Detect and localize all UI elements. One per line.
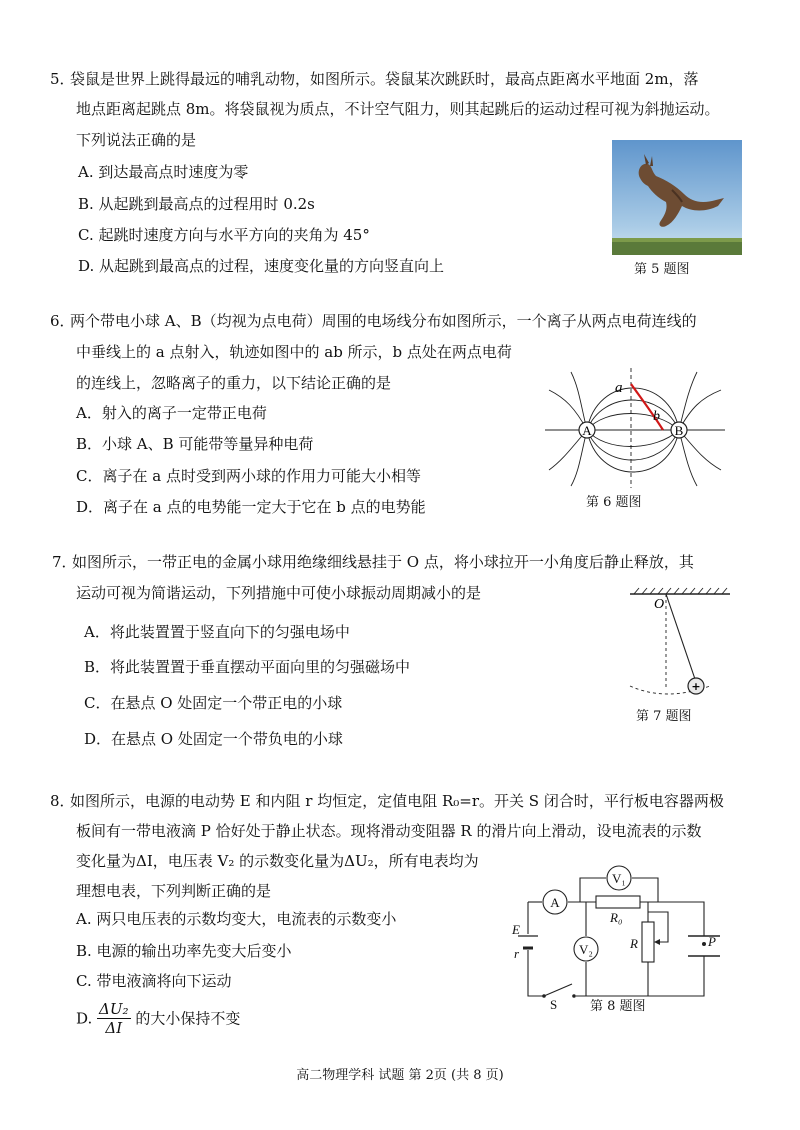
switch-label: S (550, 997, 558, 1012)
q7-stem-line-2: 运动可视为简谐运动，下列措施中可使小球振动周期减小的是 (76, 584, 482, 602)
q5-stem-1-text: 袋鼠是世界上跳得最远的哺乳动物，如图所示。袋鼠某次跳跃时，最高点距离水平地面 2m，落 (70, 70, 699, 88)
q8-option-c: C. 带电液滴将向下运动 (76, 972, 232, 990)
rheostat-label: R (630, 936, 638, 951)
q8-stem-line-3: 变化量为ΔI，电压表 V₂ 的示数变化量为ΔU₂，所有电表均为 (76, 852, 479, 870)
q5-option-c: C. 起跳时速度方向与水平方向的夹角为 45° (78, 226, 370, 244)
ball-charge-label: + (691, 680, 701, 693)
q8-option-a: A. 两只电压表的示数均变大，电流表的示数变小 (76, 910, 397, 928)
q8-option-d (76, 1000, 240, 1037)
q5-stem-line-1 (50, 64, 699, 95)
string (666, 594, 696, 682)
charge-a-label: A (582, 423, 592, 438)
kangaroo-photo (612, 140, 742, 255)
q8-stem-line-4: 理想电表，下列判断正确的是 (76, 882, 272, 900)
q7-option-c: C．在悬点 O 处固定一个带正电的小球 (84, 694, 343, 712)
q8-option-b: B. 电源的输出功率先变大后变小 (76, 942, 292, 960)
internal-r-label: r (514, 946, 520, 961)
q6-stem-line-3: 的连线上，忽略离子的重力，以下结论正确的是 (76, 374, 392, 392)
q6-stem-line-1 (50, 306, 697, 337)
q7-option-d: D．在悬点 O 处固定一个带负电的小球 (84, 730, 343, 748)
q5-stem-line-2: 地点距离起跳点 8m。将袋鼠视为质点，不计空气阻力，则其起跳后的运动过程可视为斜抛运动。 (76, 100, 720, 118)
pendulum-diagram (626, 586, 736, 702)
q6-figure-caption: 第 6 题图 (586, 495, 642, 510)
r0-label: R₀ (610, 910, 623, 925)
q6-number: 6． (50, 312, 75, 330)
q8-stem-1-text: 如图所示，电源的电动势 E 和内阻 r 均恒定，定值电阻 R₀=r。开关 S 闭合时，平行板电容器两极 (70, 792, 724, 810)
q8-fraction-numerator: ΔU₂ (99, 1000, 129, 1018)
q8-stem-line-2: 板间有一带电液滴 P 恰好处于静止状态。现将滑动变阻器 R 的滑片向上滑动，设电流表的示数 (76, 822, 702, 840)
droplet-p (702, 942, 706, 946)
slider-arrowhead (654, 939, 660, 945)
q5-stem-line-3: 下列说法正确的是 (76, 131, 197, 149)
q7-option-b: B．将此装置置于垂直摆动平面向里的匀强磁场中 (84, 658, 411, 676)
point-a-label: a (615, 380, 623, 396)
q8-stem-line-1 (50, 786, 724, 817)
q5-option-a: A. 到达最高点时速度为零 (78, 163, 249, 181)
q8-option-d-suffix: 的大小保持不变 (135, 1009, 241, 1028)
q6-option-a: A．射入的离子一定带正电荷 (76, 404, 267, 422)
q8-number: 8． (50, 792, 75, 810)
ammeter-label: A (550, 895, 560, 910)
electric-field-diagram (545, 368, 725, 488)
q8-option-d-fraction (97, 1000, 131, 1037)
q5-option-d: D. 从起跳到最高点的过程，速度变化量的方向竖直向上 (78, 257, 445, 275)
q5-number: 5． (50, 70, 75, 88)
circuit-diagram (508, 856, 740, 1012)
voltmeter-v1-label: V₁ (612, 871, 626, 886)
point-b-label: b (653, 409, 660, 424)
q5-option-b: B. 从起跳到最高点的过程用时 0.2s (78, 195, 315, 213)
emf-label: E (512, 922, 520, 937)
q7-option-a: A．将此装置置于竖直向下的匀强电场中 (84, 623, 350, 641)
pivot-o-label: O (654, 597, 665, 612)
droplet-p-label: P (708, 934, 716, 949)
q6-option-c: C．离子在 a 点时受到两小球的作用力可能大小相等 (76, 467, 421, 485)
q7-stem-line-1 (52, 547, 694, 578)
page-footer: 高二物理学科 试题 第 2页 (共 8 页) (296, 1068, 504, 1083)
q8-figure-caption: 第 8 题图 (590, 999, 646, 1014)
q6-stem-1-text: 两个带电小球 A、B（均视为点电荷）周围的电场线分布如图所示，一个离子从两点电荷连线的 (70, 312, 697, 330)
q7-figure-caption: 第 7 题图 (636, 709, 692, 724)
q7-stem-1-text: 如图所示，一带正电的金属小球用绝缘细线悬挂于 O 点，将小球拉开一小角度后静止释放，其 (72, 553, 694, 571)
q8-fraction-denominator: ΔI (105, 1019, 123, 1037)
q6-option-d: D．离子在 a 点的电势能一定大于它在 b 点的电势能 (76, 498, 426, 516)
q8-option-d-prefix: D. (76, 1009, 93, 1028)
voltmeter-v2-label: V₂ (579, 942, 593, 957)
q6-option-b: B．小球 A、B 可能带等量异种电荷 (76, 435, 314, 453)
q7-number: 7． (52, 553, 77, 571)
q5-figure-caption: 第 5 题图 (634, 262, 690, 277)
charge-b-label: B (674, 423, 684, 438)
q6-stem-line-2: 中垂线上的 a 点射入，轨迹如图中的 ab 所示，b 点处在两点电荷 (76, 343, 512, 361)
